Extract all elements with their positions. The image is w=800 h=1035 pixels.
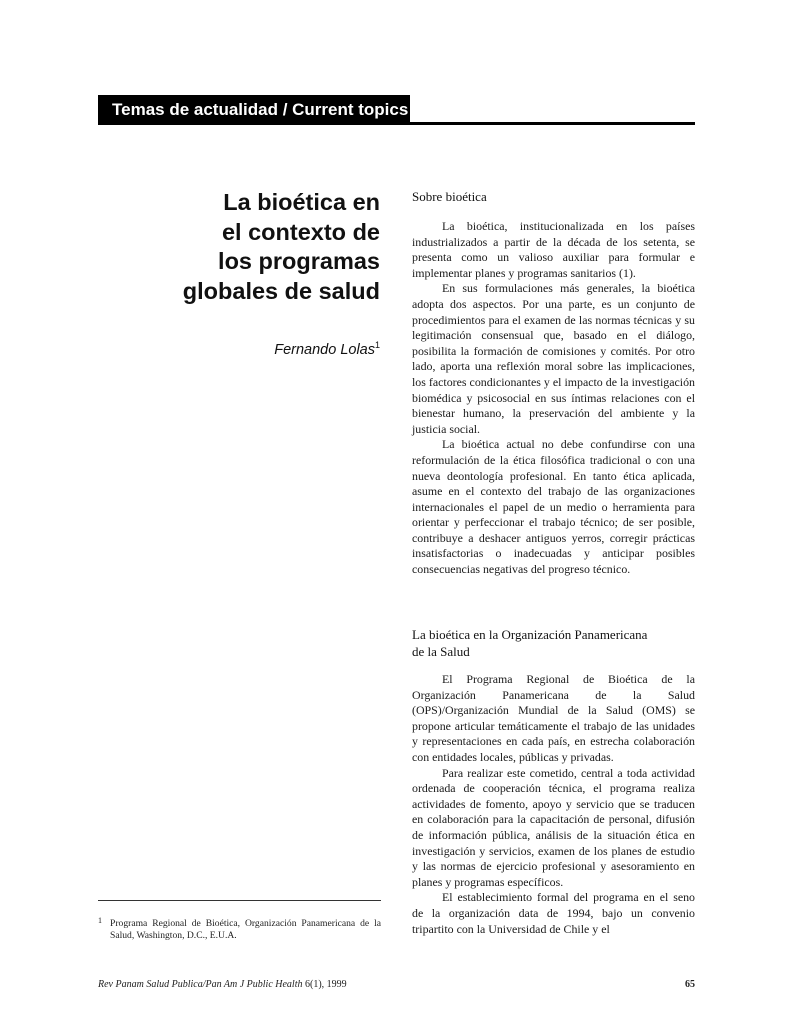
journal-name: Rev Panam Salud Publica/Pan Am J Public Health [98, 979, 303, 990]
title-line: La bioética en [223, 189, 380, 215]
section-heading-text [412, 627, 695, 660]
footnote [98, 918, 381, 942]
paragraph: El Programa Regional de Bioética de la Organización Panamericana de la Salud (OPS)/Organización Mundial de la Salud (OMS) se propone articular temáticamente el trabajo de las unidades y representaciones en cada país, en estrecha colaboración con entidades locales, públicas y privadas. [412, 672, 695, 764]
author-byline [130, 340, 380, 358]
heading-line: de la Salud [412, 643, 470, 659]
title-line: el contexto de [221, 218, 380, 245]
footnote-number: 1 [98, 916, 102, 925]
paragraph: Para realizar este cometido, central a toda actividad ordenada de cooperación técnica, el programa realiza actividades de fomento, apoyo y servicio que se traducen en colaboración para la capacitación de personal, difusión de información pública, análisis de la situación ética en investigación y servicios, examen de los planes de estudio y las normas de ejercicio profesional y asesoramiento en planes y programas específicos. [412, 765, 695, 889]
banner-rule [98, 122, 695, 125]
section-heading [412, 189, 695, 206]
section-banner: Temas de actualidad / Current topics [98, 95, 410, 125]
section-body [412, 219, 695, 578]
section-body [412, 672, 695, 937]
author-name: Fernando Lolas [274, 342, 375, 358]
footnote-text: Programa Regional de Bioética, Organización Panamericana de la Salud, Washington, D.C., E.U.A. [110, 918, 381, 941]
heading-line: La bioética en la Organización Panamericana [412, 627, 648, 642]
section-heading-text: Sobre bioética [412, 189, 487, 204]
journal-issue: 6(1), 1999 [302, 979, 347, 990]
section-heading [412, 627, 695, 660]
paragraph: La bioética actual no debe confundirse con una reformulación de la ética filosófica tradicional o con una nueva deontología profesional. En tanto ética aplicada, asume en el contexto del trabajo de las organizaciones internacionales el papel de un medio o herramienta para orientar y perfeccionar el trabajo técnico; de ser posible, contribuye a deshacer antiguos yerros, corregir prácticas insatisfactorias o inadecuadas y anticipar posibles consecuencias negativas del progreso técnico. [412, 437, 695, 577]
title-line: los programas [218, 248, 380, 274]
page-number: 65 [685, 979, 695, 990]
author-footnote-mark: 1 [374, 340, 380, 350]
title-line: globales de salud [182, 277, 380, 304]
running-footer [98, 979, 347, 990]
paragraph: En sus formulaciones más generales, la bioética adopta dos aspectos. Por una parte, es un conjunto de procedimientos para el examen de las normas técnicas y su legitimación consensual que, basado en el diálogo, posibilita la formación de comisiones y comités. Por otro lado, aporta una reflexión moral sobre las implicaciones, los factores condicionantes y el impacto de la investigación biomédica y psicosocial en sus íntimas relaciones con el bienestar humano, la preservación del ambiente y la justicia social. [412, 281, 695, 436]
footnote-rule [98, 900, 381, 901]
paragraph: El establecimiento formal del programa en el seno de la organización data de 1994, bajo un convenio tripartito con la Universidad de Chile y el [412, 890, 695, 936]
paragraph: La bioética, institucionalizada en los países industrializados a partir de la década de los setenta, se presenta como un valioso auxiliar para formular e implementar planes y programas sanitarios (1). [412, 219, 695, 280]
article-title [80, 188, 380, 306]
